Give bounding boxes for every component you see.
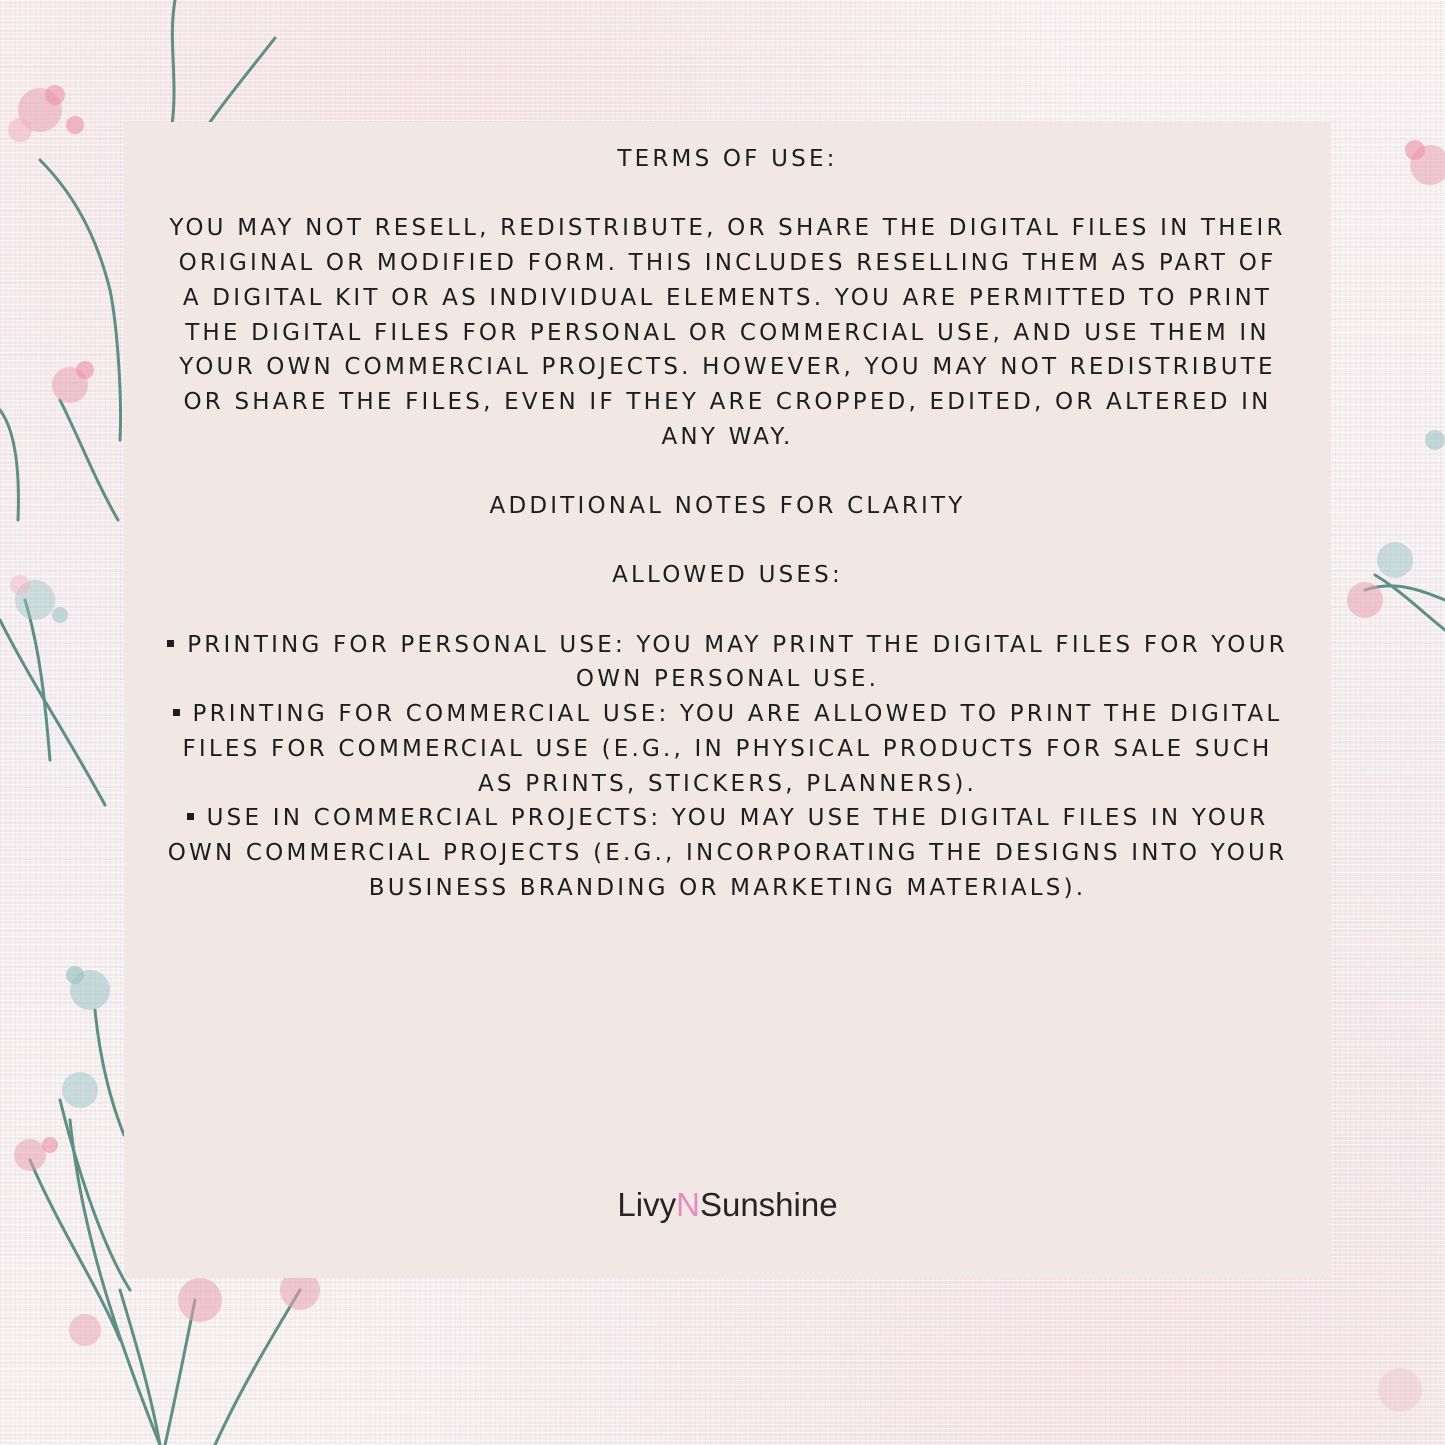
allowed-use-item [164, 628, 1291, 697]
wildflower-blossom-icon [8, 85, 94, 623]
brand-logo [124, 1186, 1331, 1224]
spacer [164, 177, 1291, 212]
terms-card [124, 122, 1331, 1278]
square-bullet-icon [187, 813, 194, 820]
spacer [164, 454, 1291, 489]
wildflower-blossom-icon [1347, 140, 1445, 1412]
terms-text-block [164, 142, 1291, 905]
terms-body: YOU MAY NOT RESELL, REDISTRIBUTE, OR SHARE THE DIGITAL FILES IN THEIR ORIGINAL OR MODIFIED FORM. THIS INCLUDES RESELLING THEM AS PART OF A DIGITAL KIT OR AS INDIVIDUAL ELEMENTS. YOU ARE PERMITTED TO PRINT THE DIGITAL FILES FOR PERSONAL OR COMMERCIAL USE, AND USE THEM IN YOUR OWN COMMERCIAL PROJECTS. HOWEVER, YOU MAY NOT REDISTRIBUTE OR SHARE THE FILES, EVEN IF THEY ARE CROPPED, EDITED, OR ALTERED IN ANY WAY. [169, 215, 1286, 450]
allowed-use-text: PRINTING FOR COMMERCIAL USE: YOU ARE ALLOWED TO PRINT THE DIGITAL FILES FOR COMMERCIAL USE (E.G., IN PHYSICAL PRODUCTS FOR SALE SUCH AS PRINTS, STICKERS, PLANNERS). [182, 701, 1283, 797]
spacer [164, 593, 1291, 628]
allowed-heading: ALLOWED USES: [612, 562, 843, 589]
allowed-use-text: PRINTING FOR PERSONAL USE: YOU MAY PRINT THE DIGITAL FILES FOR YOUR OWN PERSONAL USE. [187, 631, 1288, 693]
brand-name-accent: N [676, 1186, 700, 1223]
square-bullet-icon [167, 640, 174, 647]
allowed-use-item [164, 697, 1291, 801]
notes-heading: ADDITIONAL NOTES FOR CLARITY [489, 493, 966, 519]
allowed-use-item [164, 801, 1291, 905]
terms-heading: TERMS OF USE: [617, 146, 838, 172]
square-bullet-icon [173, 709, 180, 716]
brand-name-part: Sunshine [699, 1186, 838, 1223]
brand-name-part: Livy [617, 1186, 677, 1223]
allowed-use-text: USE IN COMMERCIAL PROJECTS: YOU MAY USE THE DIGITAL FILES IN YOUR OWN COMMERCIAL PROJECTS (E.G., INCORPORATING THE DESIGNS INTO YOUR BUSINESS BRANDING OR MARKETING MATERIALS). [167, 805, 1288, 901]
spacer [164, 524, 1291, 559]
